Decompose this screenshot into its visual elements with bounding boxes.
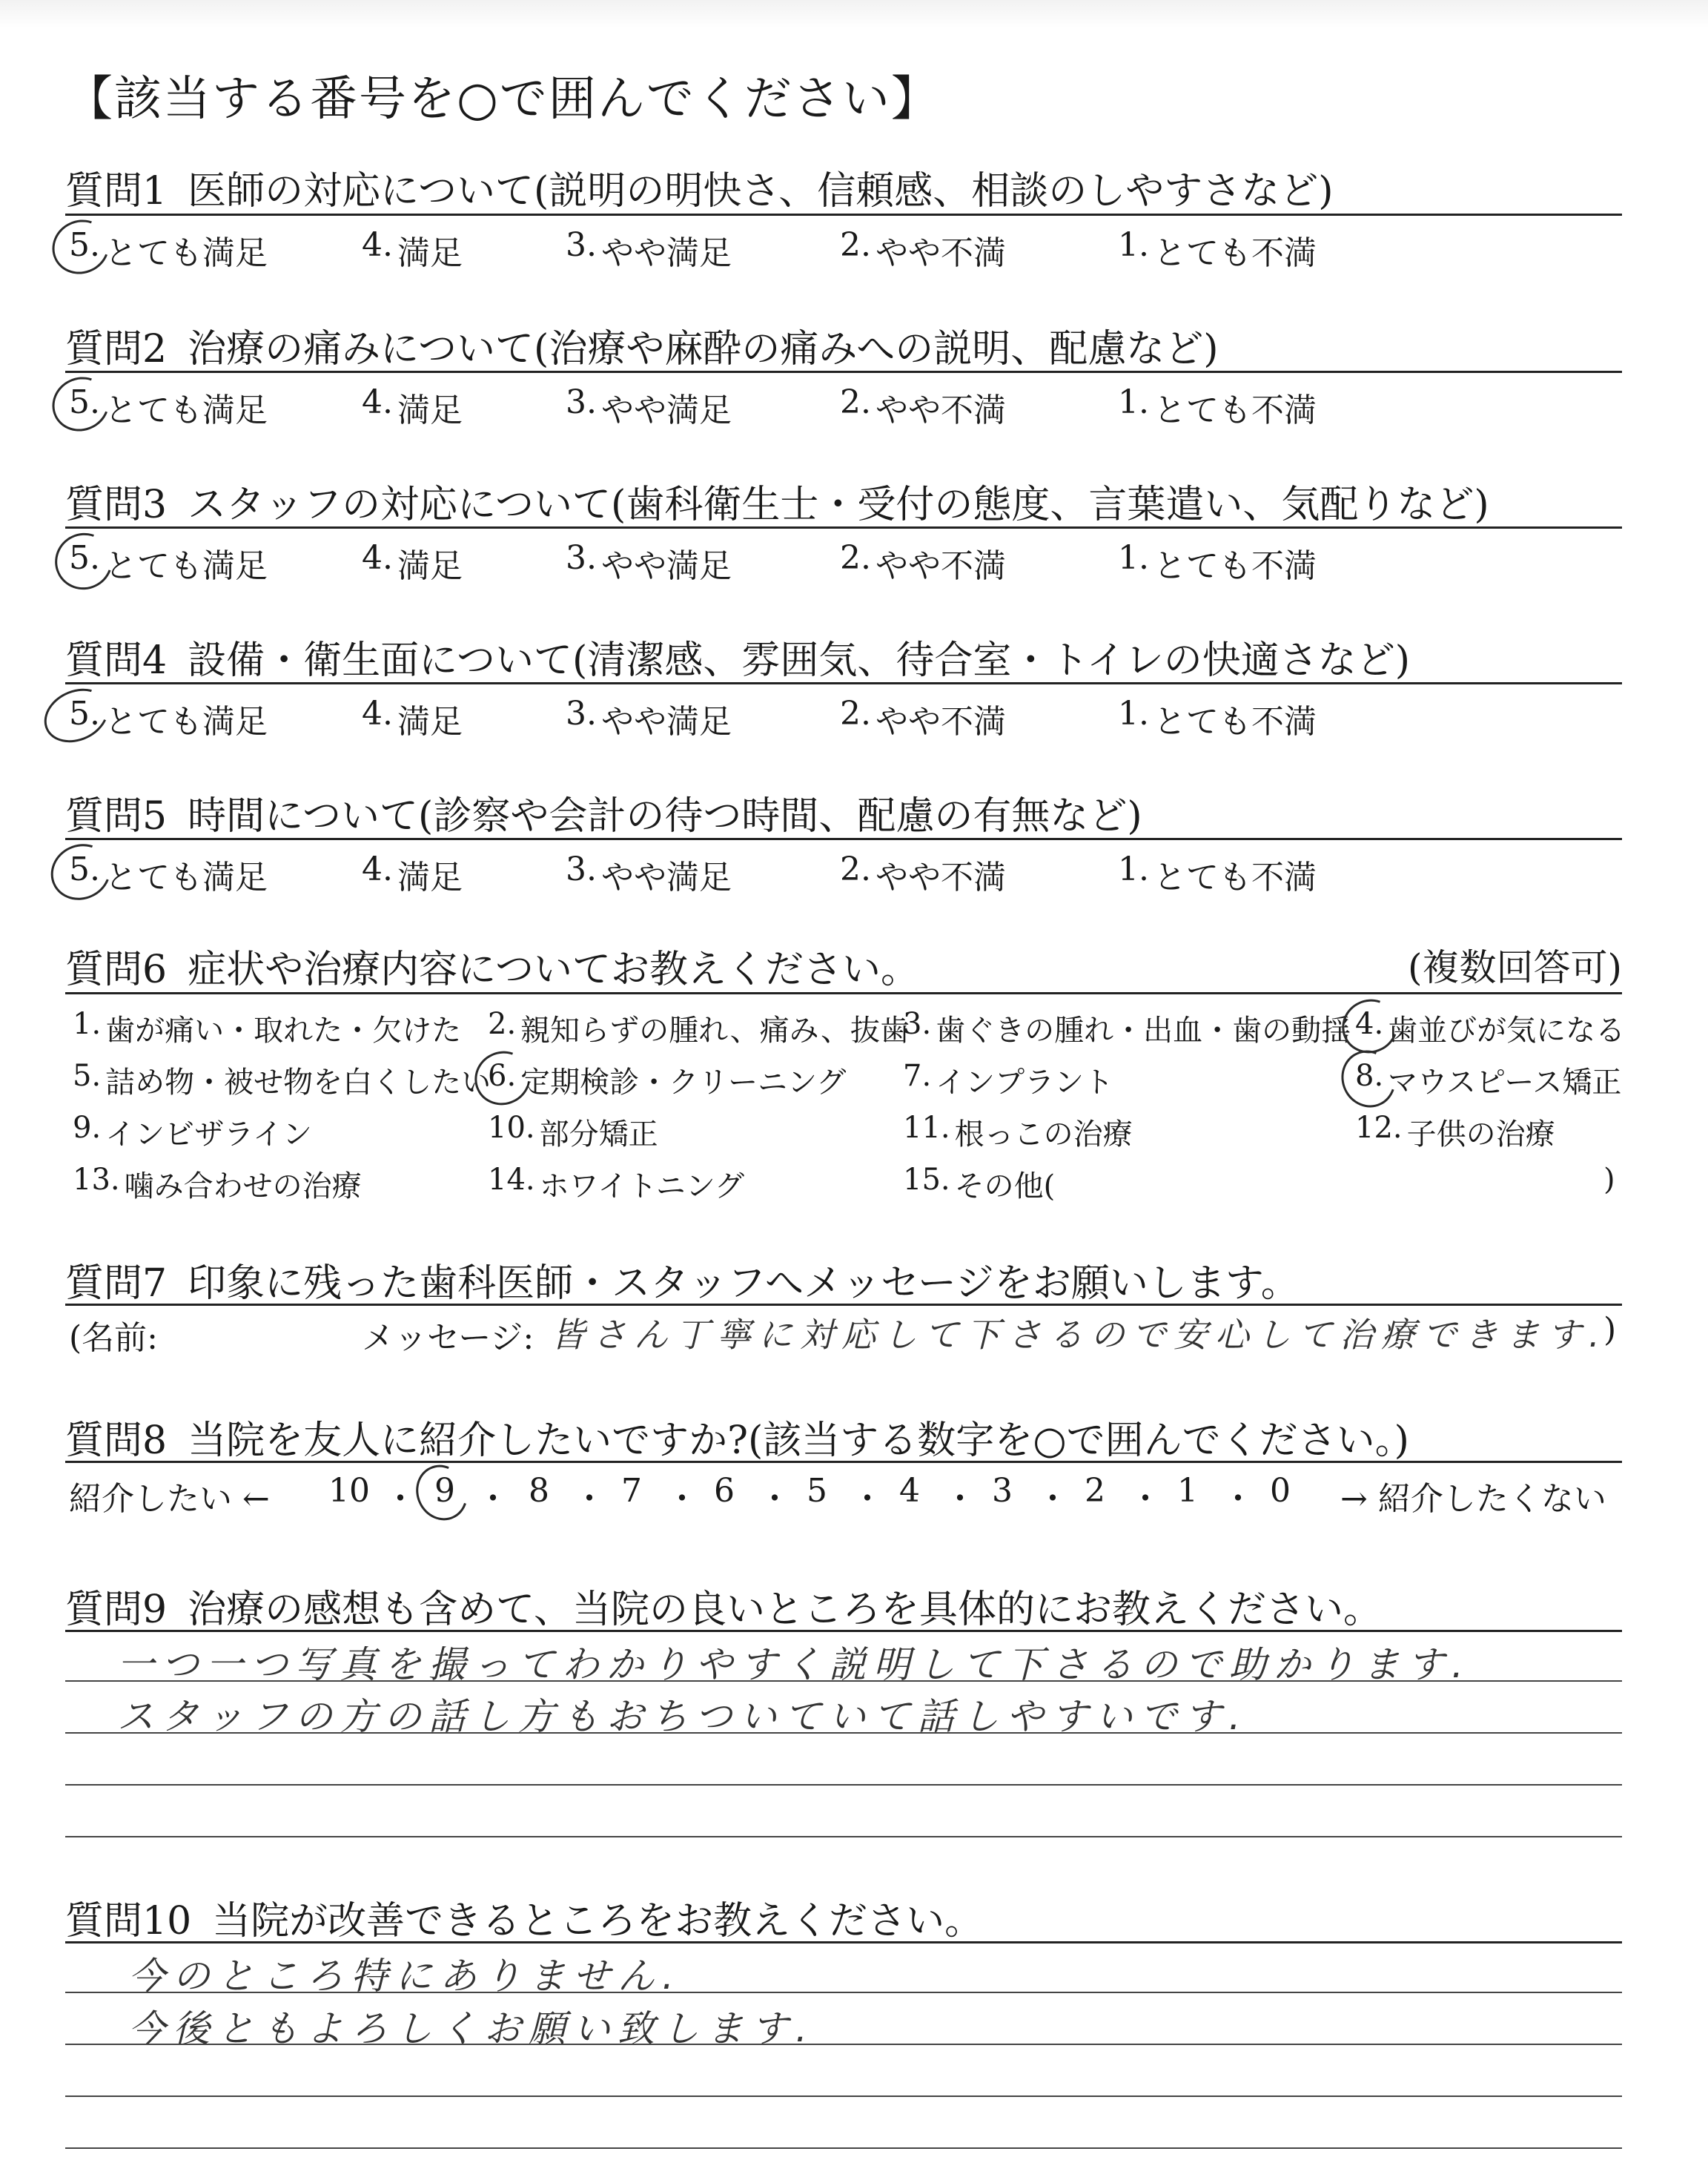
q9-rule [65, 1630, 1622, 1632]
q6-number: 質問6 [65, 948, 168, 992]
q8-value-10[interactable]: 10 [328, 1472, 370, 1510]
q6-option-2[interactable]: 2. 親知らずの腫れ、痛み、抜歯 [488, 1007, 910, 1048]
q6-row-3 [65, 1111, 1622, 1155]
q6-rule [65, 992, 1622, 994]
q2-number: 質問2 [65, 327, 168, 371]
q8-value-9[interactable]: 9 [434, 1472, 455, 1510]
q8-text: 当院を友人に紹介したいですか?(該当する数字を○で囲んでください。) [188, 1418, 1409, 1463]
q5-text: 時間について(診察や会計の待つ時間、配慮の有無など) [188, 794, 1142, 839]
q1-rule [65, 214, 1622, 216]
q9-answer-line-2[interactable]: スタッフの方の話し方もおちついていて話しやすいです. [117, 1695, 1248, 1738]
q6-row-1 [65, 1007, 1626, 1051]
q5-answer-circle [42, 834, 120, 910]
q8-value-7[interactable]: 7 [621, 1472, 642, 1510]
q3-option-1[interactable]: 1. とても不満 [1118, 539, 1317, 585]
q7-text: 印象に残った歯科医師・スタッフへメッセージをお願いします。 [188, 1261, 1300, 1306]
q3-option-2[interactable]: 2. やや不満 [840, 539, 1006, 585]
q7-message-row [65, 1311, 1622, 1355]
q5-options [65, 851, 1622, 895]
q9-writing-line [65, 1784, 1622, 1786]
q9-writing-line [65, 1836, 1622, 1837]
q8-value-4[interactable]: 4 [899, 1472, 920, 1510]
q2-option-2[interactable]: 2. やや不満 [840, 383, 1006, 429]
q10-number: 質問10 [65, 1899, 192, 1943]
q10-heading [65, 1889, 983, 1945]
q8-scale-row [65, 1472, 1622, 1516]
q6-option-7[interactable]: 7. インプラント [903, 1059, 1114, 1100]
q10-writing-line [65, 2095, 1622, 2097]
q5-number: 質問5 [65, 794, 168, 839]
q8-value-8[interactable]: 8 [529, 1472, 549, 1510]
q8-value-3[interactable]: 3 [992, 1472, 1013, 1510]
q2-option-4[interactable]: 4. 満足 [362, 383, 463, 429]
q6-other-close-paren: ) [1603, 1163, 1615, 1197]
q5-heading [65, 785, 1142, 840]
q6-option-15[interactable]: 15. その他( [903, 1163, 1056, 1203]
q2-option-1[interactable]: 1. とても不満 [1118, 383, 1317, 429]
q8-answer-circle [407, 1456, 477, 1529]
q6-option-9[interactable]: 9. インビザライン [73, 1111, 312, 1152]
q10-answer-line-2[interactable]: 今後ともよろしくお願い致します. [128, 2007, 815, 2050]
survey-sheet [65, 0, 1626, 2160]
q7-close-paren: ) [1603, 1311, 1617, 1349]
page-title: 【該当する番号を○で囲んでください】 [65, 72, 940, 127]
q2-rule [65, 371, 1622, 373]
q8-separator: ・ [758, 1480, 791, 1518]
q4-option-2[interactable]: 2. やや不満 [840, 695, 1006, 741]
q5-option-2[interactable]: 2. やや不満 [840, 851, 1006, 896]
q9-heading [65, 1578, 1382, 1634]
q1-option-1[interactable]: 1. とても不満 [1118, 226, 1317, 272]
q2-text: 治療の痛みについて(治療や麻酔の痛みへの説明、配慮など) [188, 327, 1219, 371]
q6-text: 症状や治療内容についてお教えください。 [188, 948, 920, 992]
q2-heading [65, 317, 1219, 373]
q5-rule [65, 838, 1622, 840]
q3-options [65, 539, 1622, 584]
q8-value-1[interactable]: 1 [1177, 1472, 1198, 1510]
q7-name-label: (名前: [69, 1319, 158, 1357]
q4-options [65, 695, 1622, 739]
q1-option-3[interactable]: 3. やや満足 [566, 226, 732, 272]
q8-heading [65, 1409, 1409, 1464]
q8-separator: ・ [477, 1480, 509, 1518]
q6-row-4 [65, 1163, 1622, 1207]
q3-text: スタッフの対応について(歯科衛生士・受付の態度、言葉遣い、気配りなど) [188, 483, 1489, 527]
q3-answer-circle [46, 524, 122, 599]
q8-separator: ・ [573, 1480, 606, 1518]
q5-option-1[interactable]: 1. とても不満 [1118, 851, 1317, 896]
q7-number: 質問7 [65, 1261, 168, 1306]
q3-number: 質問3 [65, 483, 168, 527]
q5-option-3[interactable]: 3. やや満足 [566, 851, 732, 896]
q8-right-label: → 紹介したくない [1340, 1480, 1606, 1518]
q8-rule [65, 1461, 1622, 1463]
q6-option-11[interactable]: 11. 根っこの治療 [903, 1111, 1133, 1152]
q7-message-value[interactable]: 皆さん丁寧に対応して下さるので安心して治療できます. [551, 1315, 1607, 1355]
q3-option-3[interactable]: 3. やや満足 [566, 539, 732, 585]
q7-heading [65, 1252, 1300, 1307]
q2-option-3[interactable]: 3. やや満足 [566, 383, 732, 429]
q10-answer-line-1[interactable]: 今のところ特にありません. [128, 1955, 681, 1998]
q6-heading [65, 938, 919, 994]
q8-separator: ・ [1036, 1480, 1069, 1518]
q1-number: 質問1 [65, 169, 168, 214]
q6-option-12[interactable]: 12. 子供の治療 [1355, 1111, 1555, 1152]
q8-left-label: 紹介したい ← [69, 1480, 270, 1518]
q2-options [65, 383, 1622, 428]
q6-option-4[interactable]: 4. 歯並びが気になる [1355, 1007, 1626, 1048]
q7-rule [65, 1304, 1622, 1306]
q8-separator: ・ [666, 1480, 698, 1518]
q6-option-13[interactable]: 13. 噛み合わせの治療 [73, 1163, 362, 1203]
q6-option-3[interactable]: 3. 歯ぐきの腫れ・出血・歯の動揺 [903, 1007, 1351, 1048]
q9-number: 質問9 [65, 1588, 168, 1632]
q1-option-2[interactable]: 2. やや不満 [840, 226, 1006, 272]
q9-answer-line-1[interactable]: 一つ一つ写真を撮ってわかりやすく説明して下さるので助かります. [117, 1643, 1471, 1686]
q10-rule [65, 1941, 1622, 1943]
q3-rule [65, 526, 1622, 529]
q4-option-5[interactable]: 5. とても満足 [69, 695, 268, 741]
q8-separator: ・ [1222, 1480, 1254, 1518]
q8-value-6[interactable]: 6 [714, 1472, 735, 1510]
q4-text: 設備・衛生面について(清潔感、雰囲気、待合室・トイレの快適さなど) [188, 638, 1411, 683]
q9-writing-line [65, 1680, 1622, 1682]
q6-option-6-circle [466, 1042, 539, 1114]
q5-option-5[interactable]: 5. とても満足 [69, 851, 268, 896]
q1-heading [65, 159, 1334, 215]
q5-option-4[interactable]: 4. 満足 [362, 851, 463, 896]
q1-options [65, 226, 1622, 271]
q8-separator: ・ [944, 1480, 976, 1518]
q8-separator: ・ [1129, 1480, 1162, 1518]
q4-number: 質問4 [65, 638, 168, 683]
q7-message-label: メッセージ: [362, 1319, 534, 1357]
q4-option-3[interactable]: 3. やや満足 [566, 695, 732, 741]
q6-option-8[interactable]: 8. マウスピース矯正 [1355, 1059, 1622, 1100]
q8-separator: ・ [384, 1480, 417, 1518]
q2-option-5[interactable]: 5. とても満足 [69, 383, 268, 429]
q10-writing-line [65, 2044, 1622, 2045]
q3-option-4[interactable]: 4. 満足 [362, 539, 463, 585]
q8-value-2[interactable]: 2 [1085, 1472, 1105, 1510]
q8-value-0[interactable]: 0 [1270, 1472, 1291, 1510]
q6-option-5[interactable]: 5. 詰め物・被せ物を白くしたい [73, 1059, 491, 1100]
q3-option-5[interactable]: 5. とても満足 [69, 539, 268, 585]
q4-option-4[interactable]: 4. 満足 [362, 695, 463, 741]
q3-heading [65, 473, 1489, 529]
q6-option-1[interactable]: 1. 歯が痛い・取れた・欠けた [73, 1007, 462, 1048]
q4-rule [65, 682, 1622, 684]
q1-text: 医師の対応について(説明の明快さ、信頼感、相談のしやすさなど) [188, 169, 1334, 214]
q1-option-4[interactable]: 4. 満足 [362, 226, 463, 272]
q6-option-8-circle [1332, 1041, 1405, 1116]
q4-heading [65, 629, 1410, 684]
q10-text: 当院が改善できるところをお教えください。 [212, 1899, 984, 1943]
q10-writing-line [65, 1992, 1622, 1993]
q8-separator: ・ [851, 1480, 884, 1518]
q6-option-6[interactable]: 6. 定期検診・クリーニング [488, 1059, 847, 1100]
q4-option-1[interactable]: 1. とても不満 [1118, 695, 1317, 741]
q8-number: 質問8 [65, 1418, 168, 1463]
q8-value-5[interactable]: 5 [807, 1472, 827, 1510]
q9-text: 治療の感想も含めて、当院の良いところを具体的にお教えください。 [188, 1588, 1383, 1632]
q1-option-5[interactable]: 5. とても満足 [69, 226, 268, 272]
q6-multiple-note: (複数回答可) [1407, 946, 1622, 989]
q9-writing-line [65, 1732, 1622, 1734]
q6-row-2 [65, 1059, 1622, 1103]
q6-option-10[interactable]: 10. 部分矯正 [488, 1111, 658, 1152]
q6-option-14[interactable]: 14. ホワイトニング [488, 1163, 745, 1203]
q10-writing-line [65, 2147, 1622, 2149]
